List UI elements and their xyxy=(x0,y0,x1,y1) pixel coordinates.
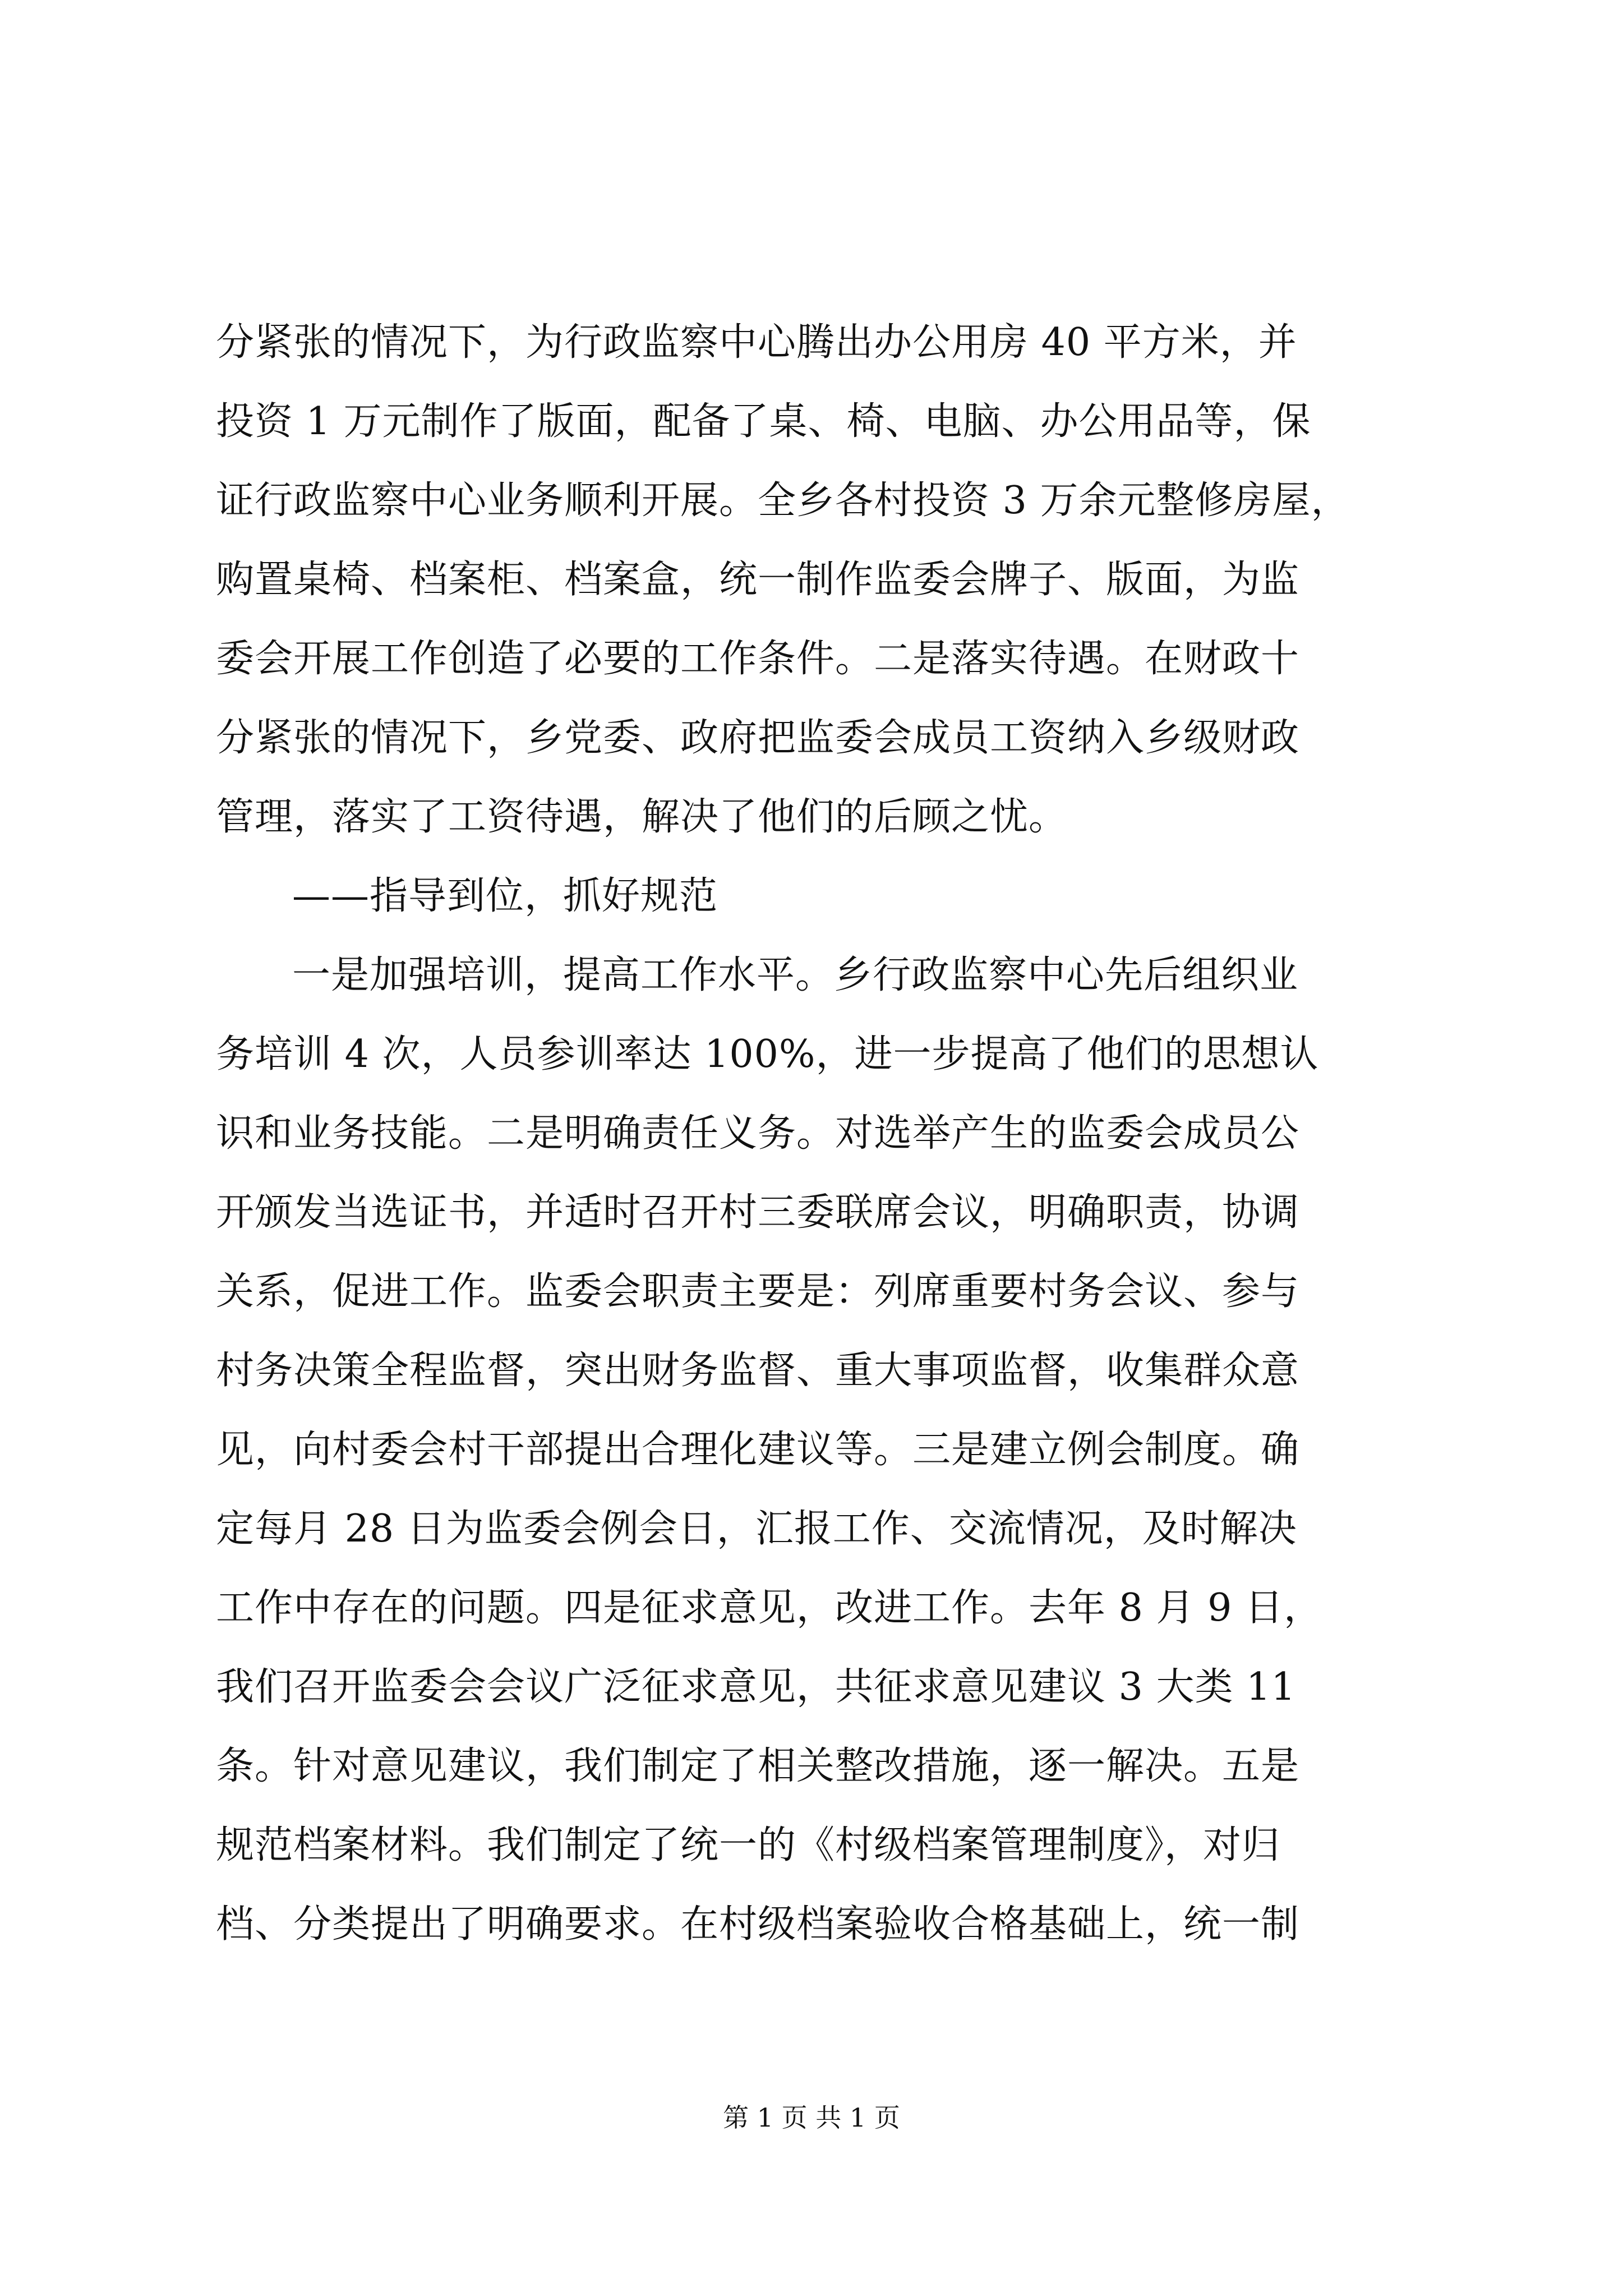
text-line: 规范档案材料。我们制定了统一的《村级档案管理制度》，对归 xyxy=(216,1823,1281,1867)
text-line: 分紧张的情况下，为行政监察中心腾出办公用房 40 平方米，并 xyxy=(216,320,1297,365)
text-line: 我们召开监委会会议广泛征求意见，共征求意见建议 3 大类 11 xyxy=(216,1665,1296,1709)
text-line: 务培训 4 次，人员参训率达 100%，进一步提高了他们的思想认 xyxy=(216,1032,1319,1076)
text-line: 开颁发当选证书，并适时召开村三委联席会议，明确职责，协调 xyxy=(216,1190,1300,1235)
text-line: 条。针对意见建议，我们制定了相关整改措施，逐一解决。五是 xyxy=(216,1744,1300,1788)
paragraph-start-line: 一是加强培训，提高工作水平。乡行政监察中心先后组织业 xyxy=(292,953,1299,997)
text-line: 识和业务技能。二是明确责任义务。对选举产生的监委会成员公 xyxy=(216,1111,1300,1156)
text-line: 村务决策全程监督，突出财务监督、重大事项监督，收集群众意 xyxy=(216,1349,1300,1393)
text-line: 关系，促进工作。监委会职责主要是：列席重要村务会议、参与 xyxy=(216,1269,1300,1314)
text-line: 购置桌椅、档案柜、档案盒，统一制作监委会牌子、版面，为监 xyxy=(216,558,1300,602)
text-line: 见，向村委会村干部提出合理化建议等。三是建立例会制度。确 xyxy=(216,1428,1300,1472)
text-line: 投资 1 万元制作了版面，配备了桌、椅、电脑、办公用品等，保 xyxy=(216,399,1311,444)
text-line: 管理，落实了工资待遇，解决了他们的后顾之忧。 xyxy=(216,795,1068,839)
text-line: 分紧张的情况下，乡党委、政府把监委会成员工资纳入乡级财政 xyxy=(216,716,1300,760)
text-line: 定每月 28 日为监委会例会日，汇报工作、交流情况，及时解决 xyxy=(216,1507,1297,1551)
text-line: 工作中存在的问题。四是征求意见，改进工作。去年 8 月 9 日， xyxy=(216,1586,1322,1630)
text-line: 委会开展工作创造了必要的工作条件。二是落实待遇。在财政十 xyxy=(216,637,1300,681)
section-heading: ——指导到位，抓好规范 xyxy=(292,874,718,918)
body-text xyxy=(216,303,1444,1964)
text-line: 证行政监察中心业务顺利开展。全乡各村投资 3 万余元整修房屋， xyxy=(216,478,1350,523)
page-footer: 第 1 页 共 1 页 xyxy=(723,2102,900,2133)
text-line: 档、分类提出了明确要求。在村级档案验收合格基础上，统一制 xyxy=(216,1902,1300,1947)
